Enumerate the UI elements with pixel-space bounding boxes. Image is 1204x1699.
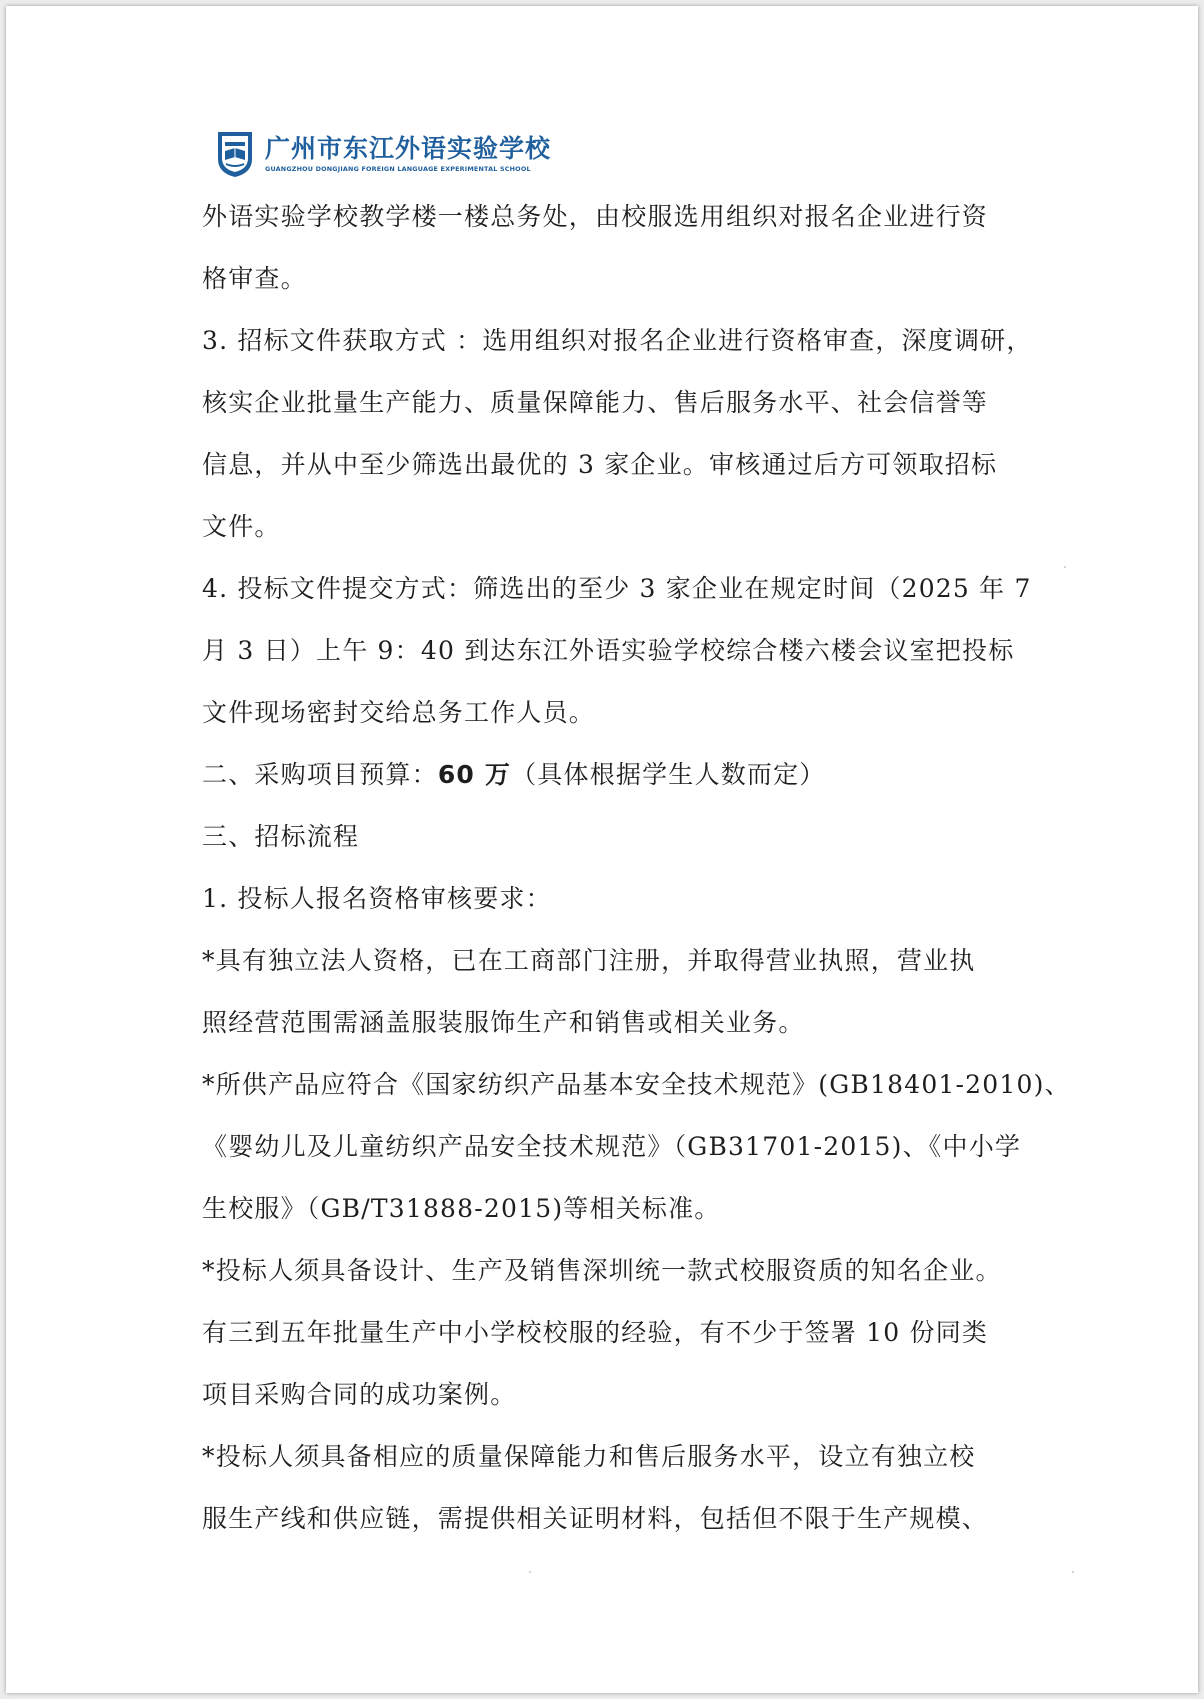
paragraph-line: 项目采购合同的成功案例。 (202, 1380, 517, 1409)
budget-note: （具体根据学生人数而定） (511, 760, 826, 789)
budget-label: 二、采购项目预算： (202, 760, 438, 789)
paragraph-line: 文件。 (202, 512, 281, 541)
paragraph-line: *所供产品应符合《国家纺织产品基本安全技术规范》(GB18401-2010)、 (202, 1070, 1071, 1099)
paragraph-line: 生校服》（GB/T31888-2015)等相关标准。 (202, 1194, 721, 1223)
paragraph-line: 3. 招标文件获取方式 ：选用组织对报名企业进行资格审查，深度调研， (202, 326, 1033, 355)
scan-speck (529, 1571, 531, 1573)
paragraph-line: *投标人须具备相应的质量保障能力和售后服务水平，设立有独立校 (202, 1442, 976, 1471)
paragraph-line: *投标人须具备设计、生产及销售深圳统一款式校服资质的知名企业。 (202, 1256, 1002, 1285)
paragraph-line: 服生产线和供应链，需提供相关证明材料，包括但不限于生产规模、 (202, 1504, 989, 1533)
paragraph-line: 格审查。 (202, 264, 307, 293)
paragraph-line: 1. 投标人报名资格审核要求： (202, 884, 552, 913)
paragraph-line: *具有独立法人资格，已在工商部门注册，并取得营业执照，营业执 (202, 946, 976, 975)
paragraph-line: 有三到五年批量生产中小学校校服的经验，有不少于签署 10 份同类 (202, 1318, 989, 1347)
school-name-en: GUANGZHOU DONGJIANG FOREIGN LANGUAGE EXPERIMENTAL SCHOOL (265, 164, 531, 173)
section-heading: 三、招标流程 (202, 822, 360, 851)
paragraph-line: 月 3 日）上午 9：40 到达东江外语实验学校综合楼六楼会议室把投标 (202, 636, 1015, 665)
budget-line (202, 744, 1037, 806)
budget-amount: 60 万 (437, 760, 512, 789)
paragraph-line: 4. 投标文件提交方式：筛选出的至少 3 家企业在规定时间（2025 年 7 (202, 574, 1032, 603)
paragraph-line: 《婴幼儿及儿童纺织产品安全技术规范》（GB31701-2015)、《中小学 (202, 1132, 1022, 1161)
school-crest-icon (215, 129, 255, 179)
document-body (202, 186, 1071, 1550)
paragraph-line: 核实企业批量生产能力、质量保障能力、售后服务水平、社会信誉等 (202, 388, 989, 417)
school-name-cn: 广州市东江外语实验学校 (265, 133, 552, 163)
scan-speck (1064, 566, 1066, 568)
paragraph-line: 外语实验学校教学楼一楼总务处，由校服选用组织对报名企业进行资 (202, 202, 989, 231)
paragraph-line: 信息，并从中至少筛选出最优的 3 家企业。审核通过后方可领取招标 (202, 450, 998, 479)
document-page (6, 6, 1198, 1693)
letterhead (215, 127, 551, 181)
paragraph-line: 文件现场密封交给总务工作人员。 (202, 698, 596, 727)
paragraph-line: 照经营范围需涵盖服装服饰生产和销售或相关业务。 (202, 1008, 805, 1037)
scan-speck (1072, 1571, 1074, 1573)
